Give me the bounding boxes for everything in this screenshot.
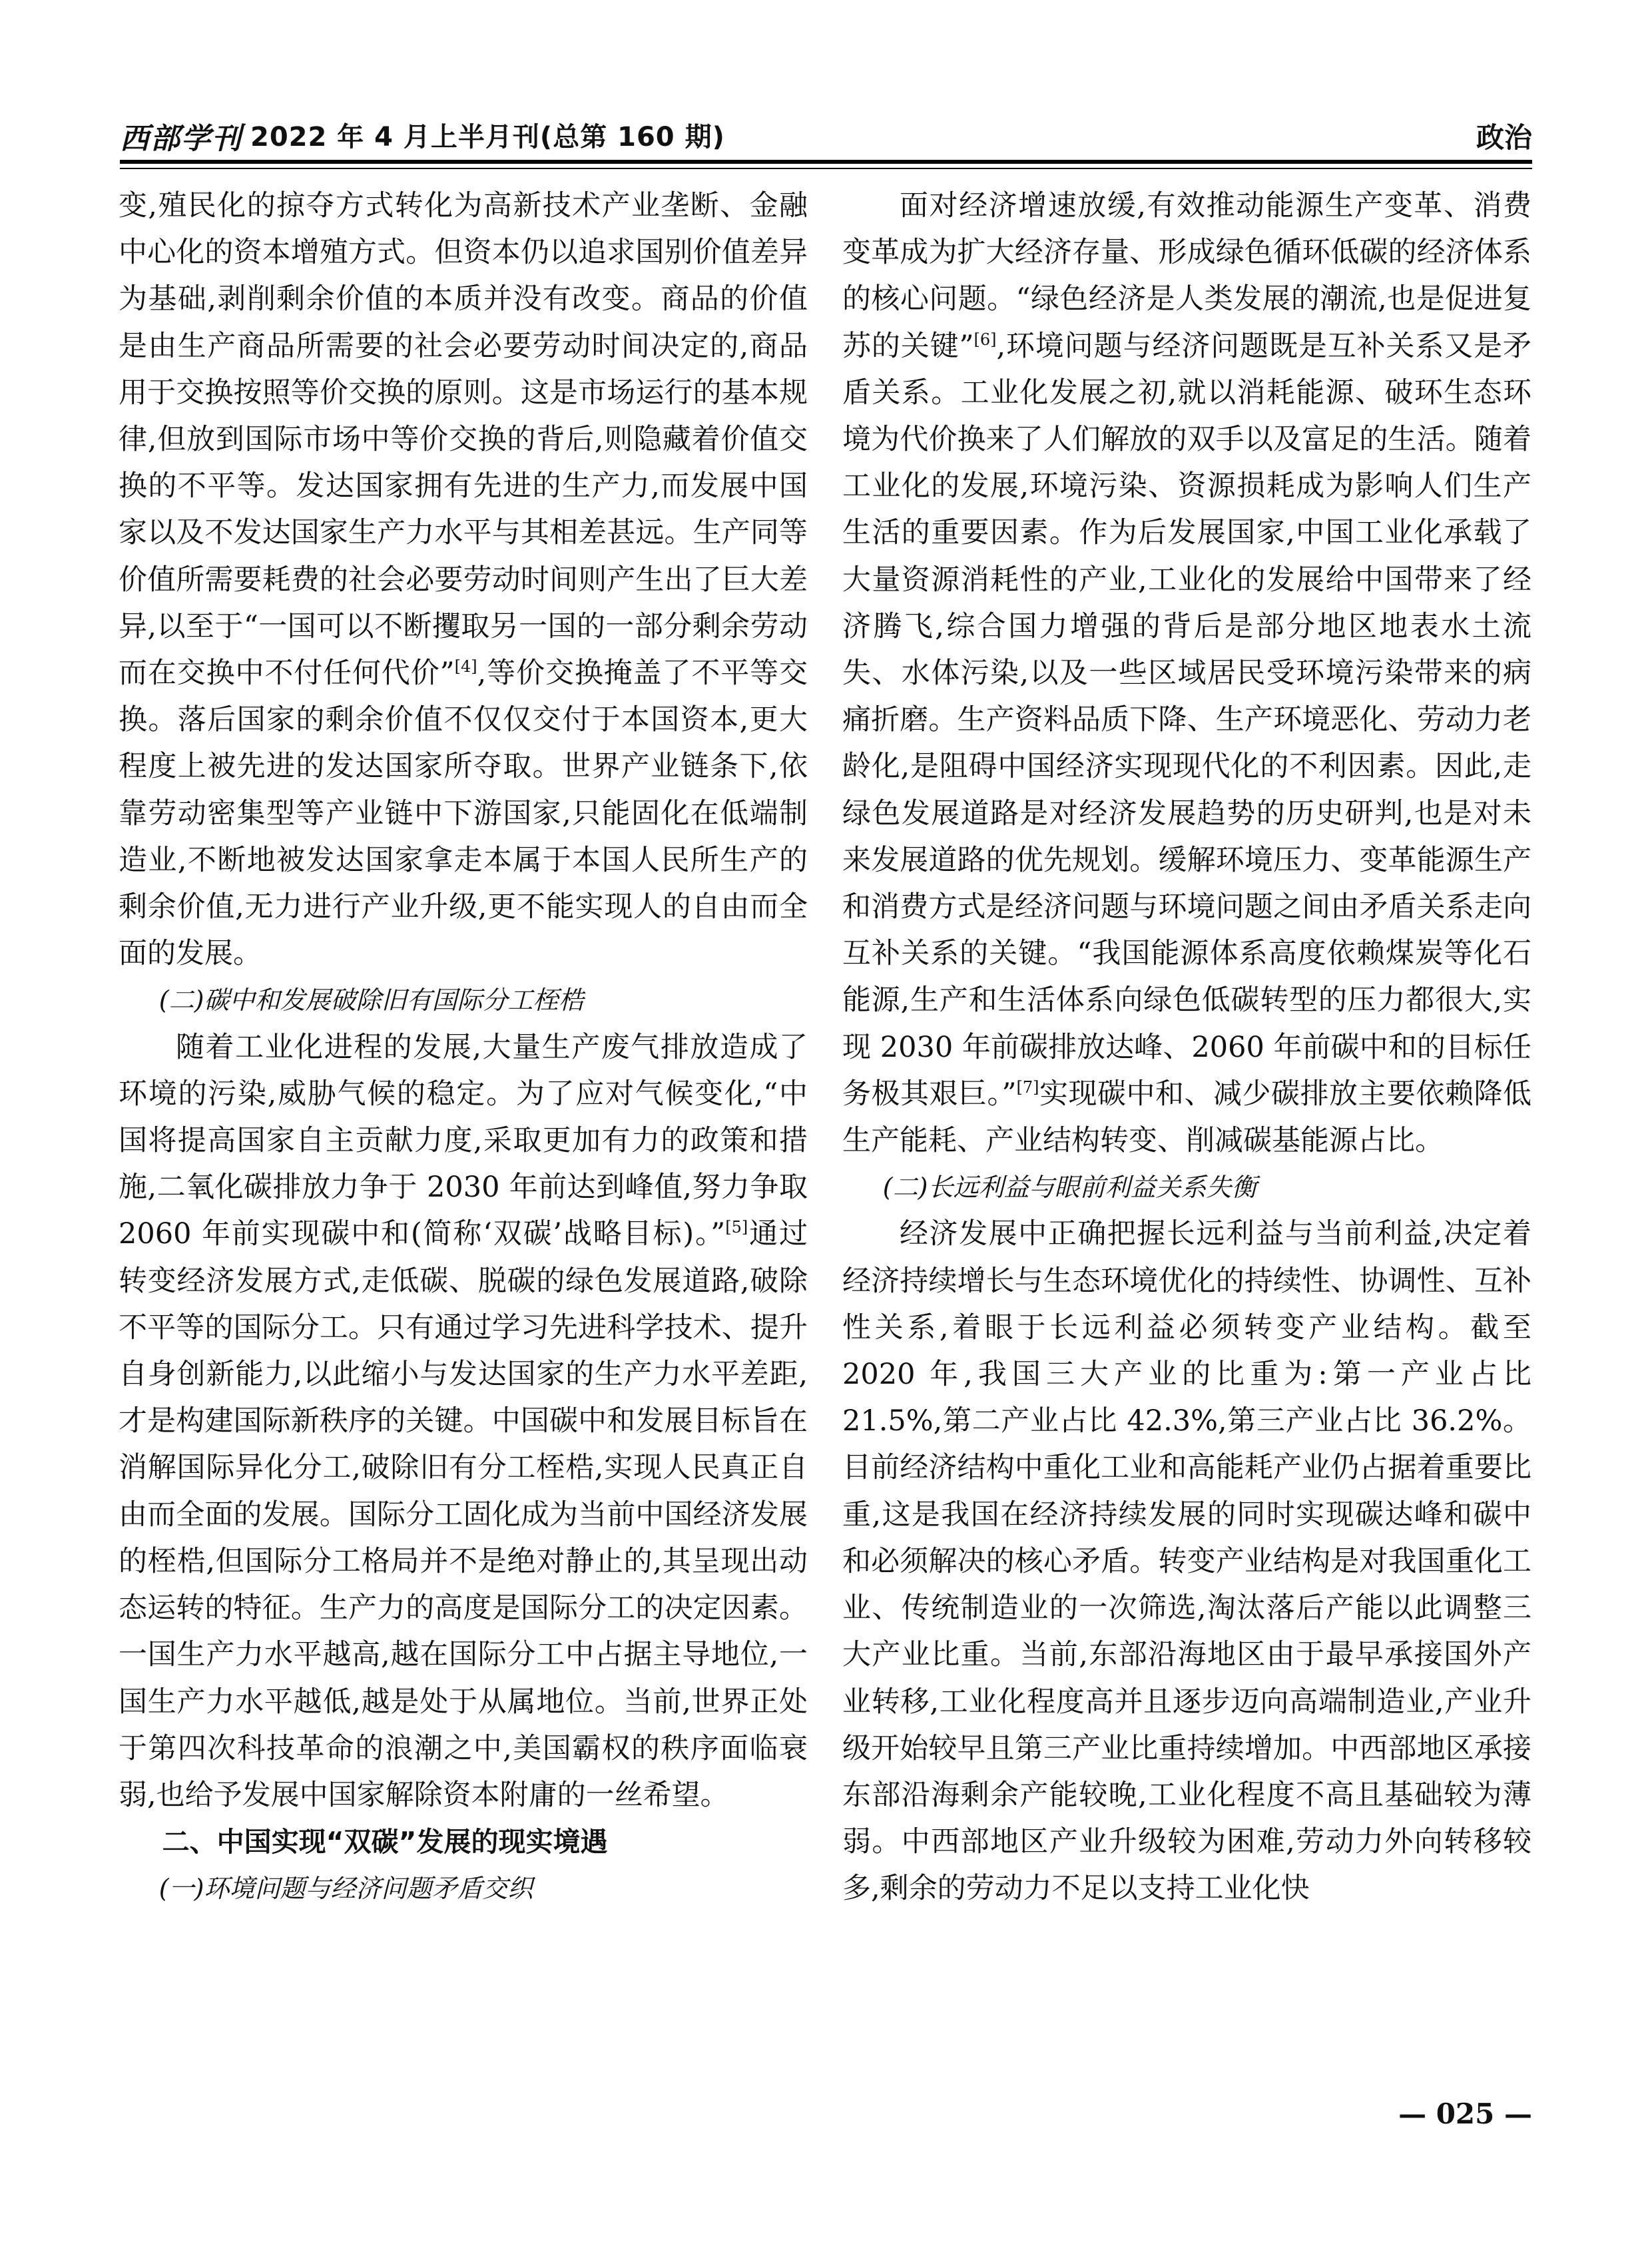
issue-info: 2022 年 4 月上半月刊(总第 160 期) — [250, 122, 725, 152]
subsection-heading: (二)长远利益与眼前利益关系失衡 — [882, 1173, 1257, 1203]
paragraph-text: 面对经济增速放缓,有效推动能源生产变革、消费变革成为扩大经济存量、形成绿色循环低碳的经济体系的核心问题。“绿色经济是人类发展的潮流,也是促进复苏的关键” — [842, 189, 1531, 363]
header-rule-thin — [120, 168, 1532, 169]
right-column — [842, 182, 1531, 1912]
paragraph-text: 实现碳中和、减少碳排放主要依赖降低生产能耗、产业结构转变、削减碳基能源占比。 — [842, 1077, 1532, 1158]
paragraph — [119, 182, 808, 977]
paragraph-text: 随着工业化进程的发展,大量生产废气排放造成了环境的污染,威胁气候的稳定。为了应对气候变化,“中国将提高国家自主贡献力度,采取更加有力的政策和措施,二氧化碳排放力争于 2030 年前达到峰值,努力争取 2060 年前实现碳中和(简称‘双碳’战略目标)。” — [119, 1030, 808, 1251]
paragraph — [119, 1024, 808, 1819]
paragraph-text: ,等价交换掩盖了不平等交换。落后国家的剩余价值不仅仅交付于本国资本,更大程度上被先进的发达国家所夺取。世界产业链条下,依靠劳动密集型等产业链中下游国家,只能固化在低端制造业,不断地被发达国家拿走本属于本国人民所生产的剩余价值,无力进行产业升级,更不能实现人的自由而全面的发展。 — [119, 657, 808, 971]
header-rule-thick — [120, 160, 1532, 164]
paragraph-text: 通过转变经济发展方式,走低碳、脱碳的绿色发展道路,破除不平等的国际分工。只有通过学习先进科学技术、提升自身创新能力,以此缩小与发达国家的生产力水平差距,才是构建国际新秩序的关键。中国碳中和发展目标旨在消解国际异化分工,破除旧有分工桎梏,实现人民真正自由而全面的发展。国际分工固化成为当前中国经济发展的桎梏,但国际分工格局并不是绝对静止的,其呈现出动态运转的特征。生产力的高度是国际分工的决定因素。一国生产力水平越高,越在国际分工中占据主导地位,一国生产力水平越低,越是处于从属地位。当前,世界正处于第四次科技革命的浪潮之中,美国霸权的秩序面临衰弱,也给予发展中国家解除资本附庸的一丝希望。 — [119, 1217, 808, 1812]
subsection-heading: (一)环境问题与经济问题矛盾交织 — [158, 1874, 533, 1904]
paragraph — [842, 182, 1531, 1164]
page-header — [120, 112, 1532, 158]
paragraph-text: 变,殖民化的掠夺方式转化为高新技术产业垄断、金融中心化的资本增殖方式。但资本仍以追求国别价值差异为基础,剥削剩余价值的本质并没有改变。商品的价值是由生产商品所需要的社会必要劳动时间决定的,商品用于交换按照等价交换的原则。这是市场运行的基本规律,但放到国际市场中等价交换的背后,则隐藏着价值交换的不平等。发达国家拥有先进的生产力,而发展中国家以及不发达国家生产力水平与其相差甚远。生产同等价值所需要耗费的社会必要劳动时间则产生出了巨大差异,以至于“一国可以不断攫取另一国的一部分剩余劳动而在交换中不付任何代价” — [119, 189, 808, 691]
section-label: 政治 — [1476, 121, 1532, 154]
citation-ref: [4] — [454, 657, 477, 677]
journal-logo: 西部学刊 — [120, 122, 242, 156]
subsection-heading: (二)碳中和发展破除旧有国际分工桎梏 — [158, 985, 584, 1015]
citation-ref: [7] — [1016, 1077, 1039, 1097]
citation-ref: [5] — [725, 1218, 748, 1237]
paragraph — [842, 1211, 1531, 1912]
page-number: — 025 — — [1398, 2098, 1532, 2130]
paragraph-text: ,环境问题与经济问题既是互补关系又是矛盾关系。工业化发展之初,就以消耗能源、破环生态环境为代价换来了人们解放的双手以及富足的生活。随着工业化的发展,环境污染、资源损耗成为影响人们生产生活的重要因素。作为后发展国家,中国工业化承载了大量资源消耗性的产业,工业化的发展给中国带来了经济腾飞,综合国力增强的背后是部分地区地表水土流失、水体污染,以及一些区域居民受环境污染带来的病痛折磨。生产资料品质下降、生产环境恶化、劳动力老龄化,是阻碍中国经济实现现代化的不利因素。因此,走绿色发展道路是对经济发展趋势的历史研判,也是对未来发展道路的优先规划。缓解环境压力、变革能源生产和消费方式是经济问题与环境问题之间由矛盾关系走向互补关系的关键。“我国能源体系高度依赖煤炭等化石能源,生产和生活体系向绿色低碳转型的压力都很大,实现 2030 年前碳排放达峰、2060 年前碳中和的目标任务极其艰巨。” — [842, 329, 1531, 1111]
paragraph-text: 经济发展中正确把握长远利益与当前利益,决定着经济持续增长与生态环境优化的持续性、协调性、互补性关系,着眼于长远利益必须转变产业结构。截至 2020 年,我国三大产业的比重为:第一产业占比 21.5%,第二产业占比 42.3%,第三产业占比 36.2%。目前经济结构中重化工业和高能耗产业仍占据着重要比重,这是我国在经济持续发展的同时实现碳达峰和碳中和必须解决的核心矛盾。转变产业结构是对我国重化工业、传统制造业的一次筛选,淘汰落后产能以此调整三大产业比重。当前,东部沿海地区由于最早承接国外产业转移,工业化程度高并且逐步迈向高端制造业,产业升级开始较早且第三产业比重持续增加。中西部地区承接东部沿海剩余产能较晚,工业化程度不高且基础较为薄弱。中西部地区产业升级较为困难,劳动力外向转移较多,剩余的劳动力不足以支持工业化快 — [842, 1217, 1531, 1906]
left-column — [119, 182, 808, 1912]
section-heading: 二、中国实现“双碳”发展的现实境遇 — [162, 1826, 608, 1858]
citation-ref: [6] — [973, 330, 997, 349]
